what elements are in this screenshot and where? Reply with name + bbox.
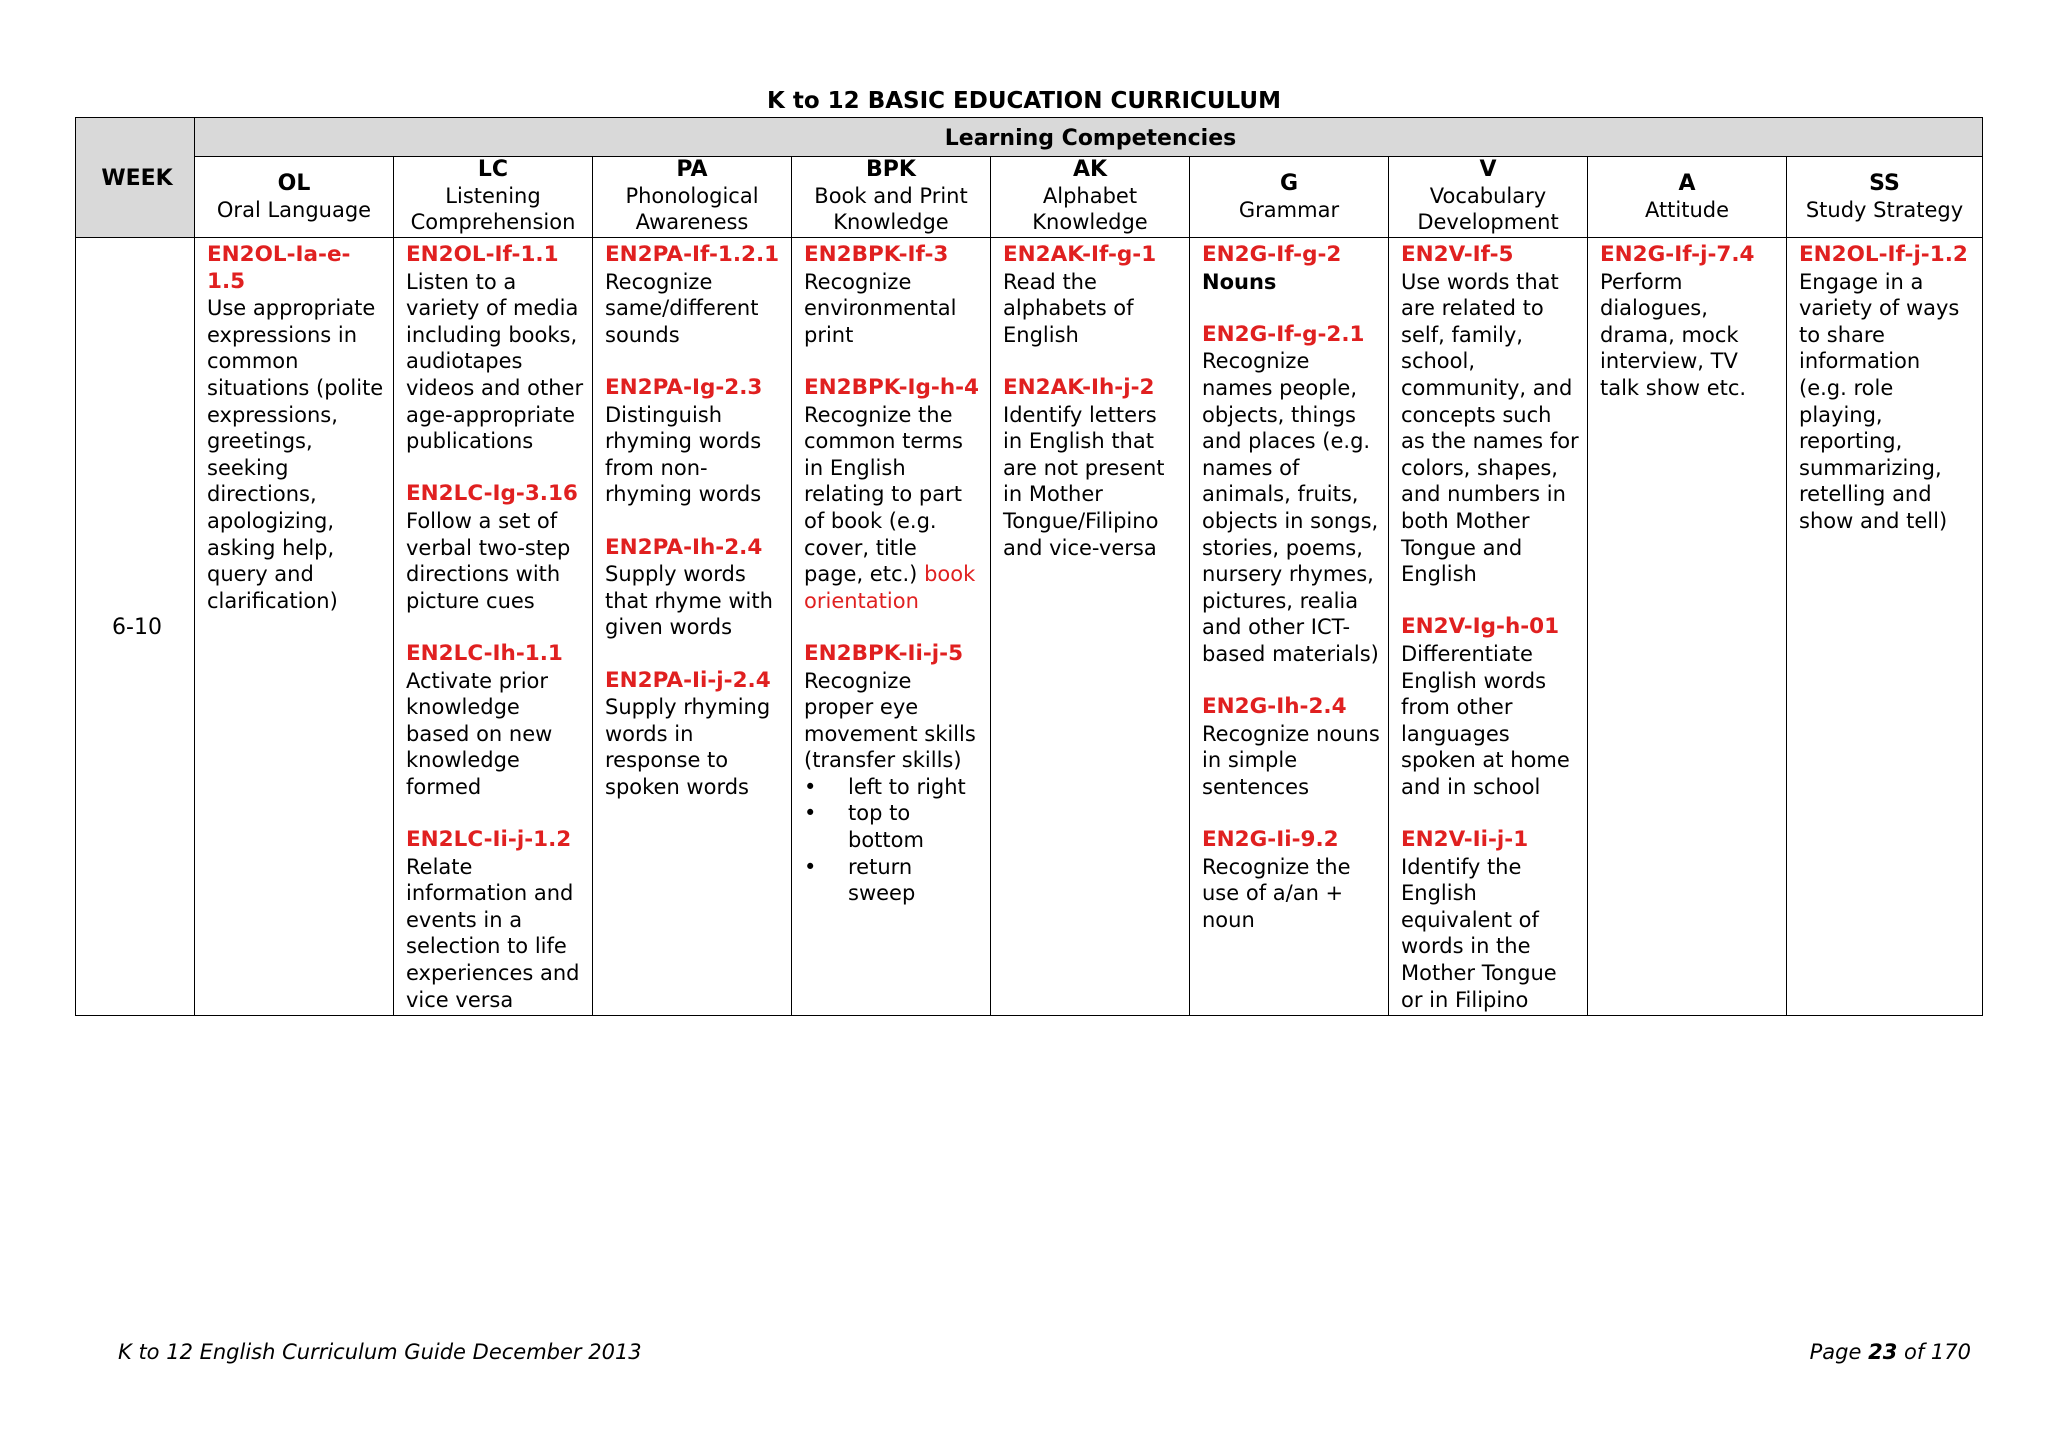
competency: EN2PA-If-1.2.1 Recognize same/different sounds [605, 242, 780, 347]
competency: EN2V-Ii-j-1 Identify the English equivalent of words in the Mother Tongue or in Filipino [1401, 827, 1557, 1012]
column-header-ol: OL Oral Language [195, 157, 394, 238]
cell-ss [1787, 238, 1983, 1016]
list-item: • top to bottom [848, 800, 982, 853]
column-header-g: G Grammar [1190, 157, 1389, 238]
column-header-lc: LC Listening Comprehension [394, 157, 593, 238]
list-item: • left to right [848, 774, 982, 801]
competency: EN2V-Ig-h-01 Differentiate English words from other languages spoken at home and in school [1401, 614, 1570, 799]
cell-a [1588, 238, 1787, 1016]
cell-g [1190, 238, 1389, 1016]
column-header-a: A Attitude [1588, 157, 1787, 238]
cell-v [1389, 238, 1588, 1016]
competency: EN2OL-If-1.1 Listen to a variety of media including books, audiotapes videos and other age-appropriate publications [406, 242, 584, 454]
cell-lc [394, 238, 593, 1016]
competency: EN2LC-Ih-1.1 Activate prior knowledge based on new knowledge formed [406, 640, 563, 799]
cell-bpk [792, 238, 991, 1016]
cell-ak [991, 238, 1190, 1016]
week-value: 6-10 [76, 238, 195, 1016]
cell-pa [593, 238, 792, 1016]
competency: EN2BPK-If-3 Recognize environmental print [804, 242, 957, 347]
competency: EN2G-If-j-7.4 Perform dialogues, drama, mock interview, TV talk show etc. [1600, 242, 1755, 400]
column-header-ss: SS Study Strategy [1787, 157, 1983, 238]
week-header: WEEK [76, 118, 195, 238]
bullet-list [804, 774, 982, 907]
document-title: K to 12 BASIC EDUCATION CURRICULUM [767, 88, 1281, 114]
competency: EN2LC-Ii-j-1.2 Relate information and events in a selection to life experiences and vice versa [406, 827, 580, 1012]
list-item: • return sweep [848, 854, 982, 907]
competency: EN2AK-If-g-1 Read the alphabets of English [1003, 242, 1157, 347]
cell-ol [195, 238, 394, 1016]
competency: EN2G-Ih-2.4 Recognize nouns in simple sentences [1202, 694, 1380, 799]
curriculum-table [75, 117, 1983, 1016]
footer-guide-title: K to 12 English Curriculum Guide December 2013 [118, 1340, 642, 1364]
competency: EN2AK-Ih-j-2 Identify letters in English that are not present in Mother Tongue/Filipino and vice-versa [1003, 374, 1165, 560]
footer-page-number: Page 23 of 170 [1809, 1340, 1971, 1364]
column-header-v: V Vocabulary Development [1389, 157, 1588, 238]
competency: EN2PA-Ih-2.4 Supply words that rhyme with given words [605, 534, 773, 640]
competency: EN2G-If-g-2 Nouns [1202, 242, 1342, 294]
competency: EN2V-If-5 Use words that are related to self, family, school, community, and concepts such as the names for colors, shapes, and numbers in both Mother Tongue and English [1401, 242, 1579, 587]
learning-competencies-header: Learning Competencies [195, 118, 1983, 157]
competency: EN2BPK-Ig-h-4 Recognize the common terms in English relating to part of book (e.g. cover, title page, etc.) book orientation [804, 374, 980, 613]
competency: EN2OL-If-j-1.2 Engage in a variety of ways to share information (e.g. role playing, reporting, summarizing, retelling and show and tell) [1799, 242, 1968, 533]
competency: EN2G-Ii-9.2 Recognize the use of a/an + noun [1202, 827, 1351, 932]
competency: EN2LC-Ig-3.16 Follow a set of verbal two-step directions with picture cues [406, 481, 578, 613]
column-header-bpk: BPK Book and Print Knowledge [792, 157, 991, 238]
column-header-ak: AK Alphabet Knowledge [991, 157, 1190, 238]
competency: EN2G-If-g-2.1 Recognize names people, objects, things and places (e.g. names of animals, fruits, objects in songs, stories, poems, nursery rhymes, pictures, realia and other ICT-based materials) [1202, 321, 1379, 666]
competency: EN2PA-Ig-2.3 Distinguish rhyming words from non-rhyming words [605, 374, 763, 507]
column-header-pa: PA Phonological Awareness [593, 157, 792, 238]
competency: EN2PA-Ii-j-2.4 Supply rhyming words in response to spoken words [605, 667, 771, 799]
competency: EN2OL-Ia-e-1.5 Use appropriate expressions in common situations (polite expressions, greetings, seeking directions, apologizing, asking help, query and clarification) [207, 242, 384, 613]
competency: EN2BPK-Ii-j-5 Recognize proper eye movement skills (transfer skills) • left to right • top to bottom • return sweep [804, 641, 982, 907]
